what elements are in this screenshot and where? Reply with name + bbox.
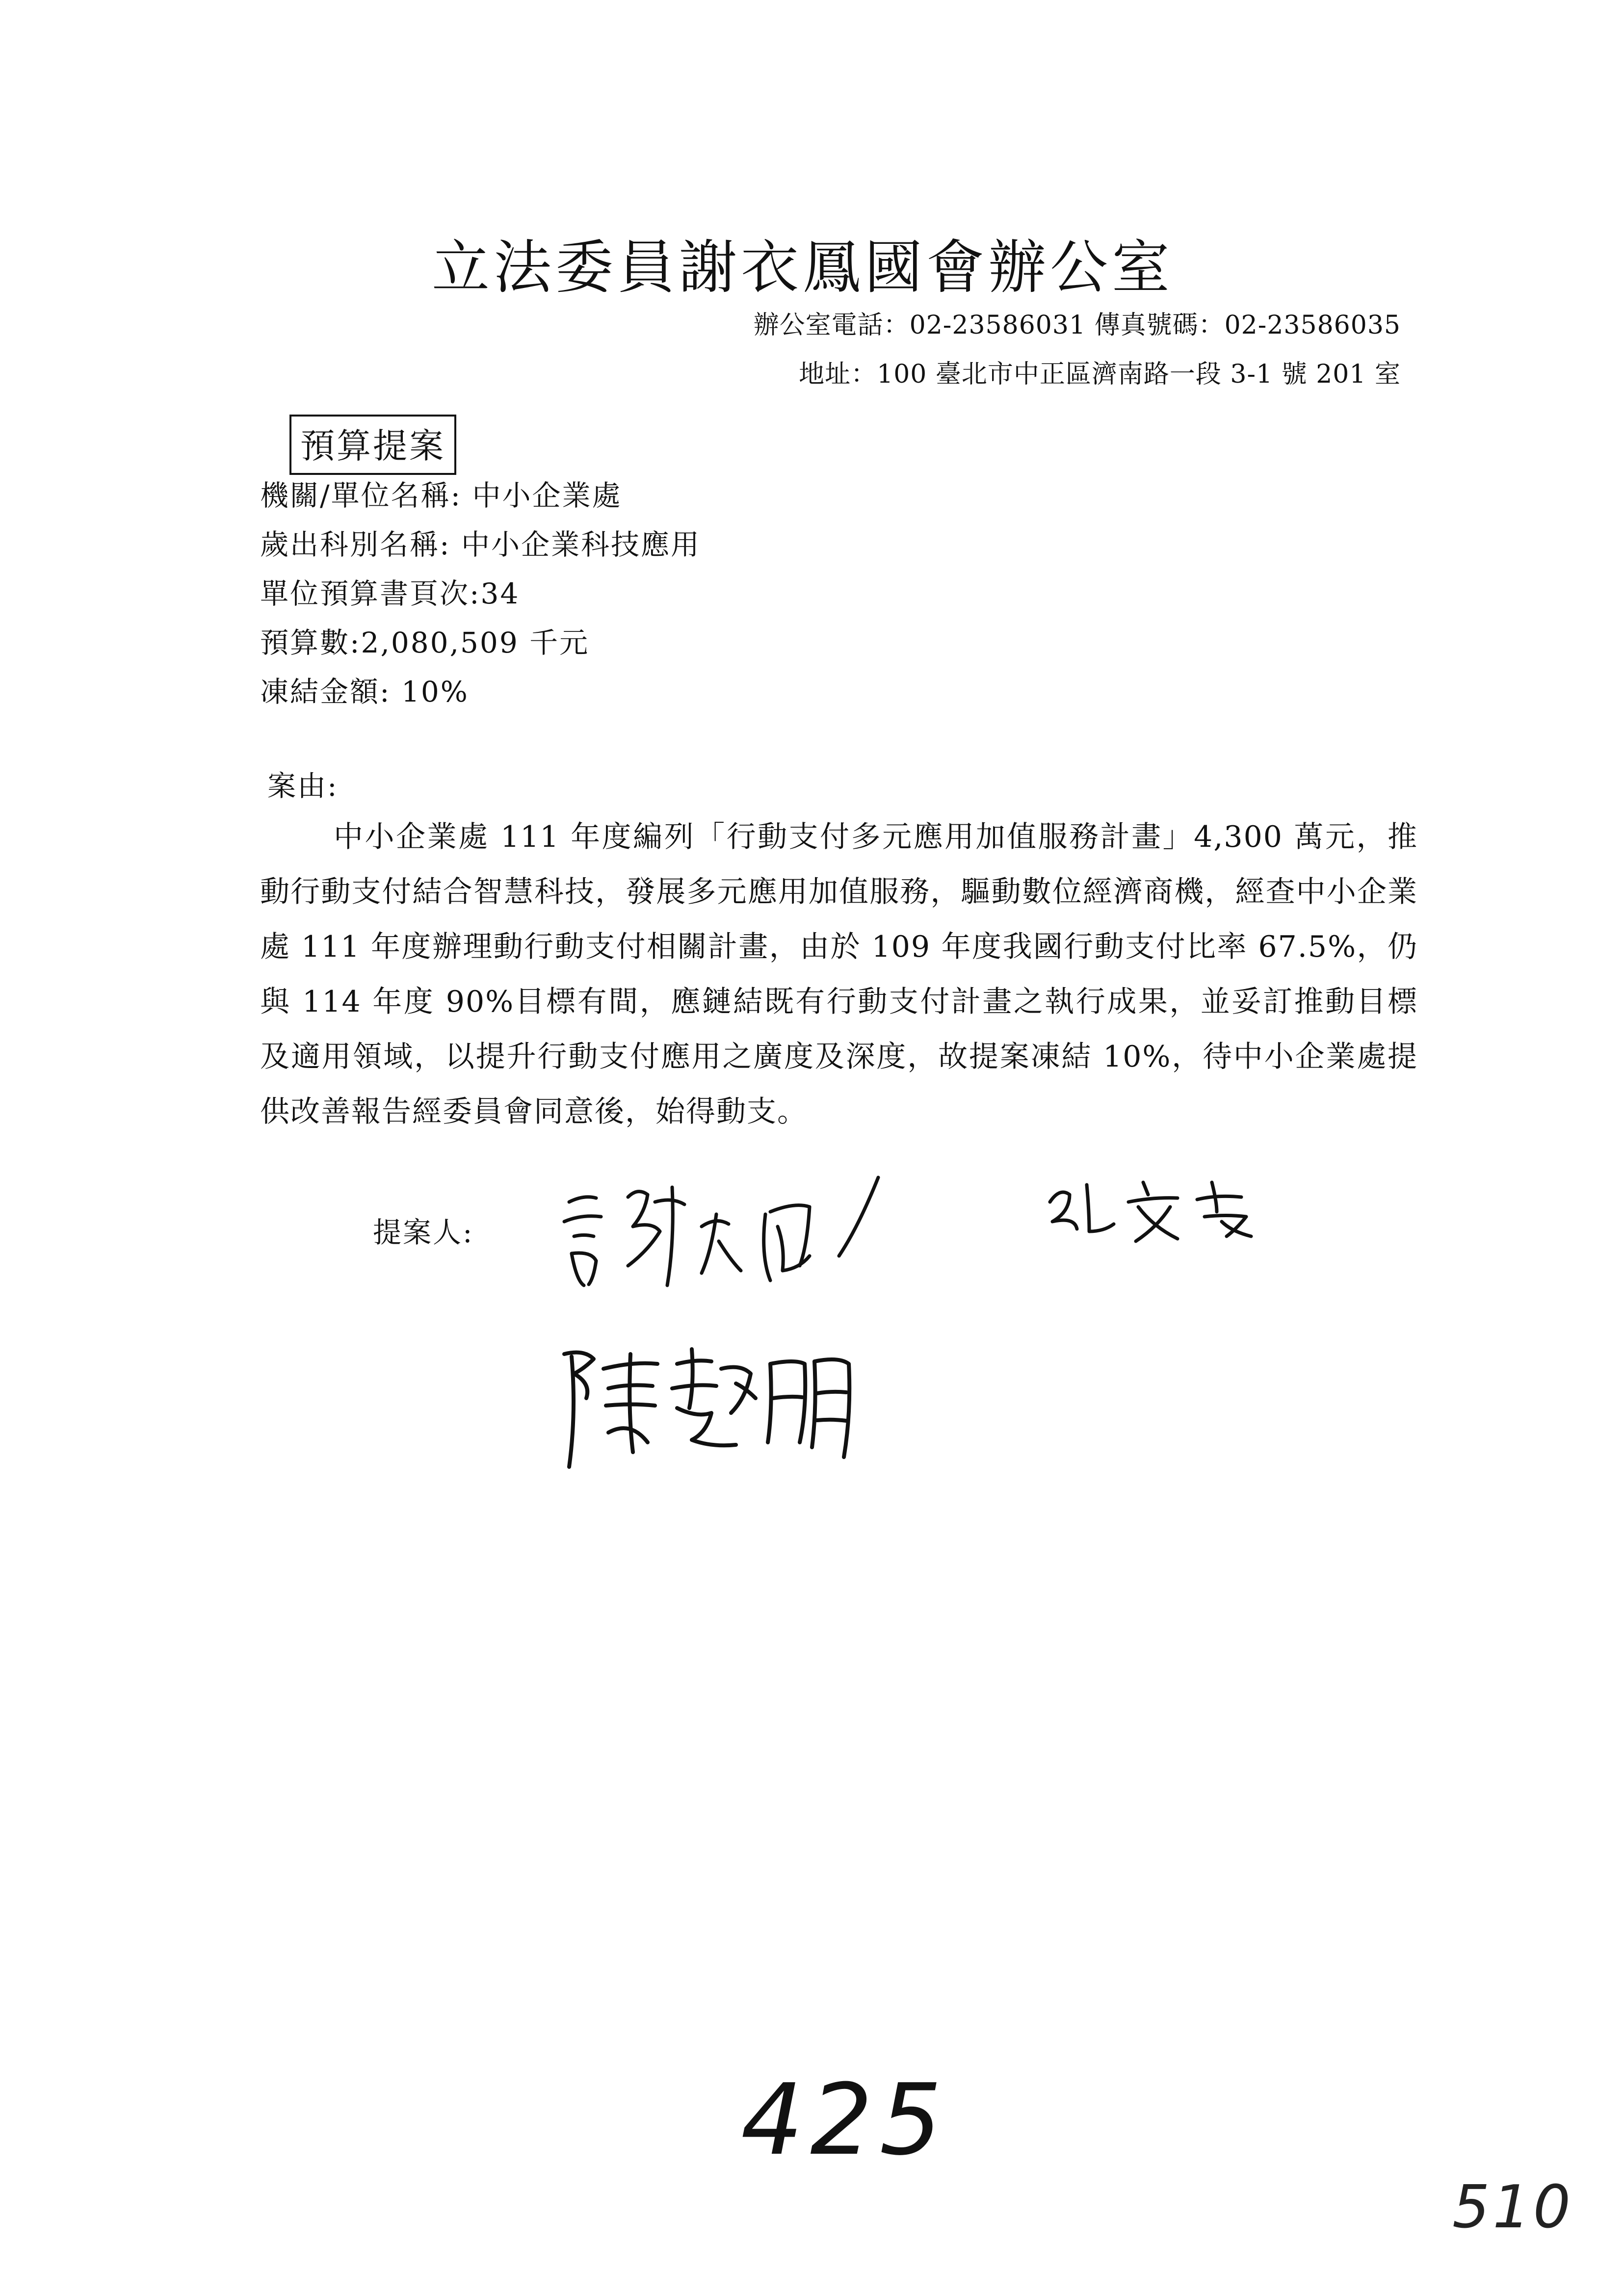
freeze-amount: 凍結金額: 10% xyxy=(260,675,469,708)
budget-page-reference: 單位預算書頁次:34 xyxy=(260,577,520,610)
signature-3 xyxy=(550,1334,864,1477)
reason-body: 中小企業處 111 年度編列「行動支付多元應用加值服務計畫」4,300 萬元，推動行動支付結合智慧科技，發展多元應用加值服務，驅動數位經濟商機，經查中小企業處 111 年度辦理動行動支付相關計畫，由於 109 年度我國行動支付比率 67.5%，仍與 114 年度 90%目標有間，應鏈結既有行動支付計畫之執行成果，並妥訂推動目標及適用領域，以提升行動支付應用之廣度及深度，故提案凍結 10%，待中小企業處提供改善報告經委員會同意後，始得動支。 xyxy=(260,820,1418,1129)
page-number-text: 425 xyxy=(741,2070,949,2173)
phone-fax-line: 辦公室電話：02-23586031 傳真號碼：02-23586035 xyxy=(753,311,1401,340)
signature-1 xyxy=(554,1168,908,1300)
agency-name: 機關/單位名稱: 中小企業處 xyxy=(260,479,622,512)
reason-label: 案由: xyxy=(267,769,339,803)
proposal-meta xyxy=(260,471,701,716)
page-number xyxy=(741,2070,996,2175)
signature-2 xyxy=(1040,1168,1271,1251)
address-line: 地址：100 臺北市中正區濟南路一段 3-1 號 201 室 xyxy=(799,360,1401,389)
folio-number xyxy=(1452,2173,1609,2244)
folio-number-text: 510 xyxy=(1452,2173,1574,2242)
folio-number-handwritten xyxy=(1452,2173,1609,2242)
office-title: 立法委員謝衣鳳國會辦公室 xyxy=(432,234,1174,301)
page-number-handwritten xyxy=(741,2070,996,2173)
expenditure-item: 歲出科別名稱: 中小企業科技應用 xyxy=(260,528,701,561)
proposer-label: 提案人: xyxy=(373,1216,474,1249)
budget-amount: 預算數:2,080,509 千元 xyxy=(260,626,590,659)
budget-proposal-badge: 預算提案 xyxy=(289,415,456,475)
